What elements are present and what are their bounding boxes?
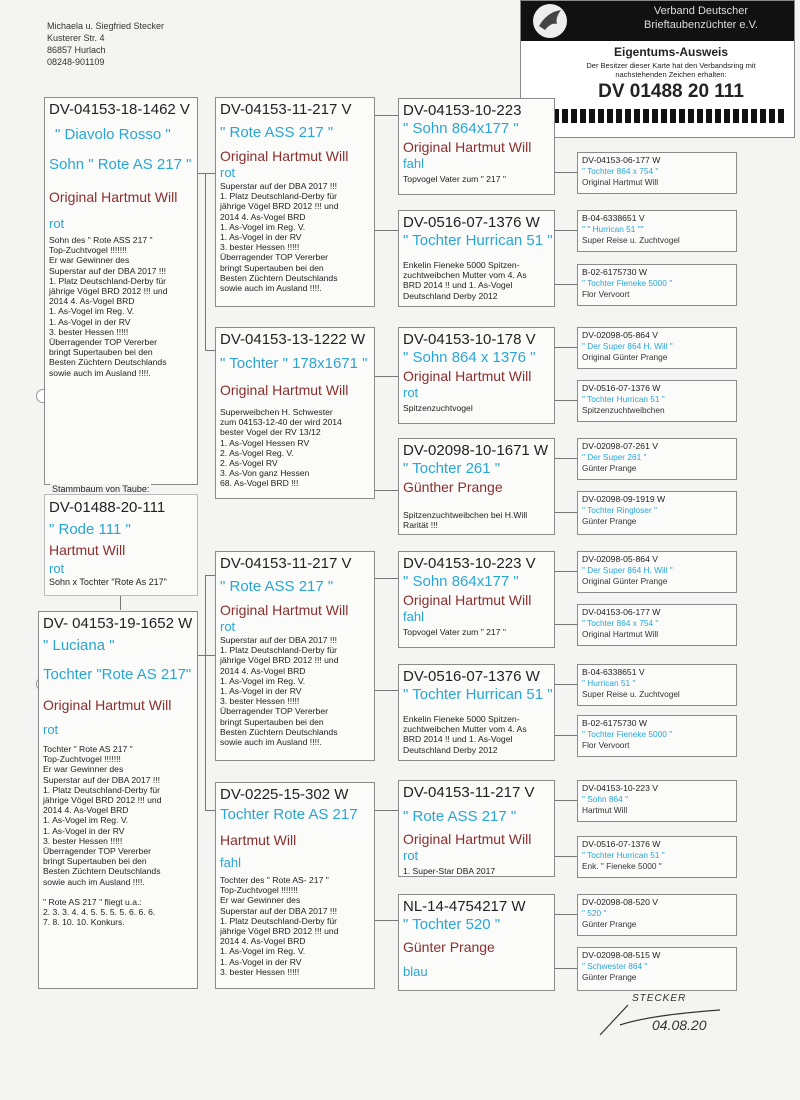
grandparent-card	[215, 97, 375, 307]
grandparent-color: fahl	[220, 855, 241, 870]
ancestor-ring: B-02-6175730 W	[582, 718, 647, 728]
owner-name: Michaela u. Siegfried Stecker	[47, 21, 165, 31]
ancestor-breeder: Spitzenzuchtweibchen	[582, 405, 665, 415]
great-grandparent-description: Enkelin Fieneke 5000 Spitzen- zuchtweibchen Mutter vom 4. As BRD 2014 !! und 1. As-Vogel Deutschland Derby 2012	[403, 714, 527, 755]
ancestor-name: " Tochter Hurrican 51 "	[582, 394, 665, 404]
great-grandparent-breeder: Günter Prange	[403, 939, 495, 955]
great-grandparent-breeder: Original Hartmut Will	[403, 592, 532, 608]
card-text: Der Besitzer dieser Karte hat den Verbandsring mit nachstehenden Zeichen erhalten:	[586, 61, 756, 79]
great-grandparent-color: blau	[403, 964, 428, 979]
card-org-1: Verband Deutscher	[653, 5, 749, 17]
ancestor-ring: DV-02098-09-1919 W	[582, 494, 666, 504]
great-grandparent-ring: DV-0516-07-1376 W	[403, 668, 540, 685]
great-grandparent-color: fahl	[403, 156, 424, 171]
dam-name-2: Tochter "Rote AS 217"	[43, 666, 192, 683]
card-org-2: Brieftaubenzüchter e.V.	[644, 19, 758, 31]
ancestor-ring: DV-04153-06-177 W	[582, 607, 661, 617]
grandparent-description: Superweibchen H. Schwester zum 04153-12-40 der wird 2014 bester Vogel der RV 13/12 1. As-Vogel Hessen RV 2. As-Vogel Reg. V. 2. As-Vogel RV 3. As-Von ganz Hessen 68. As-Vogel BRD !!!	[220, 407, 342, 489]
great-grandparent-name: " Tochter 520 "	[403, 916, 501, 933]
sire-color: rot	[49, 216, 65, 231]
ancestor-card	[577, 152, 737, 194]
great-grandparent-description: Topvogel Vater zum " 217 "	[403, 627, 506, 637]
ancestor-breeder: Original Günter Prange	[582, 576, 668, 586]
card-ring-number: DV 01488 20 111	[598, 81, 744, 102]
ancestor-breeder: Super Reise u. Zuchtvogel	[582, 689, 680, 699]
subject-description: Sohn x Tochter "Rote As 217"	[49, 577, 167, 587]
ancestor-card	[577, 836, 737, 878]
ownership-card	[520, 0, 795, 138]
great-grandparent-name: " Sohn 864x177 "	[403, 120, 519, 137]
signature	[590, 985, 740, 1045]
great-grandparent-ring: DV-04153-10-223 V	[403, 555, 536, 572]
ancestor-ring: DV-0516-07-1376 W	[582, 839, 661, 849]
grandparent-description: Superstar auf der DBA 2017 !!! 1. Platz Deutschland-Derby für jährige Vögel BRD 2012 !!! und 2014 4. As-Vogel BRD 1. As-Vogel im Reg. V. 1. As-Vogel in der RV 3. bester Hessen !!!!! Überragender TOP Vererber bringt Supertauben bei den Besten Züchtern Deutschlands sowie auch im Ausland !!!!.	[220, 635, 339, 748]
ancestor-breeder: Flor Vervoort	[582, 289, 630, 299]
great-grandparent-name: " Sohn 864x177 "	[403, 573, 519, 590]
great-grandparent-color: rot	[403, 848, 419, 863]
great-grandparent-card	[398, 551, 555, 648]
grandparent-card	[215, 327, 375, 499]
ancestor-breeder: Günter Prange	[582, 919, 637, 929]
ancestor-name: " Der Super 864 H. Will "	[582, 565, 673, 575]
ancestor-breeder: Günter Prange	[582, 463, 637, 473]
ancestor-card	[577, 715, 737, 757]
grandparent-name: Tochter Rote AS 217	[220, 806, 358, 823]
great-grandparent-card	[398, 894, 555, 991]
dam-card	[38, 611, 198, 989]
ancestor-name: " Tochter Hurrican 51 "	[582, 850, 665, 860]
dam-color: rot	[43, 722, 59, 737]
owner-address	[47, 20, 164, 68]
ancestor-name: " Der Super 864 H. Will "	[582, 341, 673, 351]
ancestor-card	[577, 438, 737, 480]
grandparent-ring: DV-04153-11-217 V	[220, 101, 352, 118]
owner-city: 86857 Hurlach	[47, 45, 106, 55]
ancestor-ring: DV-04153-06-177 W	[582, 155, 661, 165]
ancestor-breeder: Günter Prange	[582, 972, 637, 982]
ancestor-card	[577, 894, 737, 936]
great-grandparent-ring: DV-04153-10-178 V	[403, 331, 536, 348]
ancestor-ring: DV-02098-05-864 V	[582, 330, 658, 340]
ancestor-card	[577, 327, 737, 369]
grandparent-color: rot	[220, 165, 236, 180]
grandparent-ring: DV-04153-11-217 V	[220, 555, 352, 572]
ancestor-name: " Tochter Ringloser "	[582, 505, 657, 515]
ancestor-card	[577, 380, 737, 422]
grandparent-description: Superstar auf der DBA 2017 !!! 1. Platz Deutschland-Derby für jährige Vögel BRD 2012 !!! und 2014 4. As-Vogel BRD 1. As-Vogel im Reg. V. 1. As-Vogel in der RV 3. bester Hessen !!!!! Überragender TOP Vererber bringt Supertauben bei den Besten Züchtern Deutschlands sowie auch im Ausland !!!!.	[220, 181, 339, 294]
card-ornament-band	[535, 109, 785, 123]
subject-name: " Rode 111 "	[49, 521, 131, 538]
great-grandparent-description: Enkelin Fieneke 5000 Spitzen- zuchtweibchen Mutter vom 4. As BRD 2014 !! und 1. As-Vogel Deutschland Derby 2012	[403, 260, 527, 301]
owner-street: Kusterer Str. 4	[47, 33, 105, 43]
ancestor-ring: DV-0516-07-1376 W	[582, 383, 661, 393]
ancestor-name: " Hurrican 51 "	[582, 678, 636, 688]
sire-name-2: Sohn " Rote AS 217 "	[49, 156, 192, 173]
grandparent-name: " Tochter " 178x1671 "	[220, 355, 368, 372]
ancestor-breeder: Original Hartmut Will	[582, 177, 659, 187]
sire-name: " Diavolo Rosso "	[55, 126, 171, 143]
ancestor-card	[577, 491, 737, 535]
great-grandparent-card	[398, 327, 555, 424]
ancestor-name: " Tochter Fieneke 5000 "	[582, 729, 673, 739]
ancestor-name: " Sohn 864 "	[582, 794, 629, 804]
great-grandparent-breeder: Original Hartmut Will	[403, 139, 532, 155]
dam-breeder: Original Hartmut Will	[43, 697, 172, 713]
dam-description: Tochter " Rote AS 217 " Top-Zuchtvogel !!!!!!! Er war Gewinner des Superstar auf der DBA 2017 !!! 1. Platz Deutschland-Derby für jährige Vögel BRD 2012 !!! und 2014 4. As-Vogel BRD 1. As-Vogel im Reg. V. 1. As-Vogel in der RV 3. bester Hessen !!!!! Überragender TOP Vererber bringt Supertauben bei den Besten Züchtern Deutschlands sowie auch im Ausland !!!!. " Rote AS 217 " fliegt u.a.: 2. 3. 3. 4. 4. 5. 5. 5. 5. 6. 6. 6. 7. 8. 10. 10. Konkurs.	[43, 744, 162, 928]
great-grandparent-name: " Tochter Hurrican 51 "	[403, 686, 553, 703]
ancestor-card	[577, 604, 737, 646]
great-grandparent-name: " Tochter Hurrican 51 "	[403, 232, 553, 249]
subject-ring: DV-01488-20-111	[49, 499, 166, 516]
great-grandparent-color: rot	[403, 385, 419, 400]
dam-ring: DV- 04153-19-1652 W	[43, 615, 193, 632]
great-grandparent-description: Spitzenzuchtvogel	[403, 403, 473, 413]
dove-logo-icon	[533, 4, 567, 38]
ancestor-ring: DV-04153-10-223 V	[582, 783, 658, 793]
great-grandparent-breeder: Günther Prange	[403, 479, 503, 495]
great-grandparent-name: " Tochter 261 "	[403, 460, 501, 477]
ancestor-card	[577, 664, 737, 706]
grandparent-breeder: Hartmut Will	[220, 832, 297, 848]
great-grandparent-ring: DV-0516-07-1376 W	[403, 214, 540, 231]
ancestor-ring: B-04-6338651 V	[582, 667, 645, 677]
grandparent-card	[215, 551, 375, 761]
grandparent-breeder: Original Hartmut Will	[220, 382, 349, 398]
subject-breeder: Hartmut Will	[49, 542, 126, 558]
great-grandparent-description: 1. Super-Star DBA 2017	[403, 866, 496, 876]
card-title: Eigentums-Ausweis	[613, 45, 729, 59]
great-grandparent-card	[398, 210, 555, 307]
dam-name: " Luciana "	[43, 637, 115, 654]
great-grandparent-ring: DV-04153-10-223	[403, 102, 522, 119]
ancestor-ring: DV-02098-07-261 V	[582, 441, 658, 451]
ancestor-ring: B-02-6175730 W	[582, 267, 647, 277]
grandparent-card	[215, 782, 375, 989]
ancestor-breeder: Original Günter Prange	[582, 352, 668, 362]
great-grandparent-card	[398, 438, 555, 535]
ancestor-name: " Schwester 864 "	[582, 961, 648, 971]
ancestor-card	[577, 780, 737, 822]
grandparent-ring: DV-0225-15-302 W	[220, 786, 349, 803]
ancestor-name: " Tochter 864 x 754 "	[582, 166, 659, 176]
ancestor-card	[577, 551, 737, 593]
signature-name: STECKER	[632, 993, 687, 1004]
sire-ring: DV-04153-18-1462 V	[49, 101, 190, 118]
ancestor-ring: B-04-6338651 V	[582, 213, 645, 223]
ancestor-name: " Der Super 261 "	[582, 452, 647, 462]
signature-date: 04.08.20	[652, 1017, 707, 1033]
grandparent-description: Tochter des " Rote AS- 217 " Top-Zuchtvogel !!!!!!! Er war Gewinner des Superstar auf der DBA 2017 !!! 1. Platz Deutschland-Derby für jährige Vögel BRD 2012 !!! und 2014 4. As-Vogel BRD 1. As-Vogel im Reg. V. 1. As-Vogel in der RV 3. bester Hessen !!!!!	[220, 875, 339, 977]
great-grandparent-card	[398, 780, 555, 877]
great-grandparent-color: fahl	[403, 609, 424, 624]
grandparent-breeder: Original Hartmut Will	[220, 602, 349, 618]
ancestor-ring: DV-02098-08-520 V	[582, 897, 658, 907]
ancestor-breeder: Flor Vervoort	[582, 740, 630, 750]
great-grandparent-description: Topvogel Vater zum " 217 "	[403, 174, 506, 184]
great-grandparent-name: " Sohn 864 x 1376 "	[403, 349, 536, 366]
ancestor-name: " Tochter Fieneke 5000 "	[582, 278, 673, 288]
owner-phone: 08248-901109	[47, 57, 105, 67]
ancestor-breeder: Original Hartmut Will	[582, 629, 659, 639]
ancestor-breeder: Günter Prange	[582, 516, 637, 526]
pedigree-caption: Stammbaum von Taube:	[52, 484, 150, 494]
great-grandparent-breeder: Original Hartmut Will	[403, 831, 532, 847]
ancestor-name: " " Hurrican 51 ""	[582, 224, 644, 234]
ancestor-ring: DV-02098-08-515 W	[582, 950, 661, 960]
great-grandparent-description: Spitzenzuchtweibchen bei H.Will Rarität !!!	[403, 510, 528, 531]
great-grandparent-ring: DV-04153-11-217 V	[403, 784, 535, 801]
ancestor-card	[577, 210, 737, 252]
sire-card	[44, 97, 198, 485]
grandparent-name: " Rote ASS 217 "	[220, 124, 334, 141]
grandparent-name: " Rote ASS 217 "	[220, 578, 334, 595]
ancestor-breeder: Super Reise u. Zuchtvogel	[582, 235, 680, 245]
subject-card	[44, 494, 198, 596]
subject-color: rot	[49, 561, 65, 576]
ancestor-name: " 520 "	[582, 908, 607, 918]
great-grandparent-name: " Rote ASS 217 "	[403, 808, 517, 825]
ancestor-card	[577, 264, 737, 306]
great-grandparent-ring: DV-02098-10-1671 W	[403, 442, 549, 459]
grandparent-color: rot	[220, 619, 236, 634]
ancestor-ring: DV-02098-05-864 V	[582, 554, 658, 564]
ancestor-name: " Tochter 864 x 754 "	[582, 618, 659, 628]
great-grandparent-card	[398, 664, 555, 761]
grandparent-breeder: Original Hartmut Will	[220, 148, 349, 164]
ancestor-breeder: Enk. " Fieneke 5000 "	[582, 861, 662, 871]
sire-description: Sohn des " Rote ASS 217 " Top-Zuchtvogel !!!!!!! Er war Gewinner des Superstar auf der DBA 2017 !!! 1. Platz Deutschland-Derby für jährige Vögel BRD 2012 !!! und 2014 4. As-Vogel BRD 1. As-Vogel im Reg. V. 1. As-Vogel in der RV 3. bester Hessen !!!!! Überragender TOP Vererber bringt Supertauben bei den Besten Züchtern Deutschlands sowie auch im Ausland !!!!.	[49, 235, 168, 378]
ancestor-breeder: Hartmut Will	[582, 805, 628, 815]
great-grandparent-breeder: Original Hartmut Will	[403, 368, 532, 384]
grandparent-ring: DV-04153-13-1222 W	[220, 331, 366, 348]
sire-breeder: Original Hartmut Will	[49, 189, 178, 205]
great-grandparent-ring: NL-14-4754217 W	[403, 898, 526, 915]
great-grandparent-card	[398, 98, 555, 195]
